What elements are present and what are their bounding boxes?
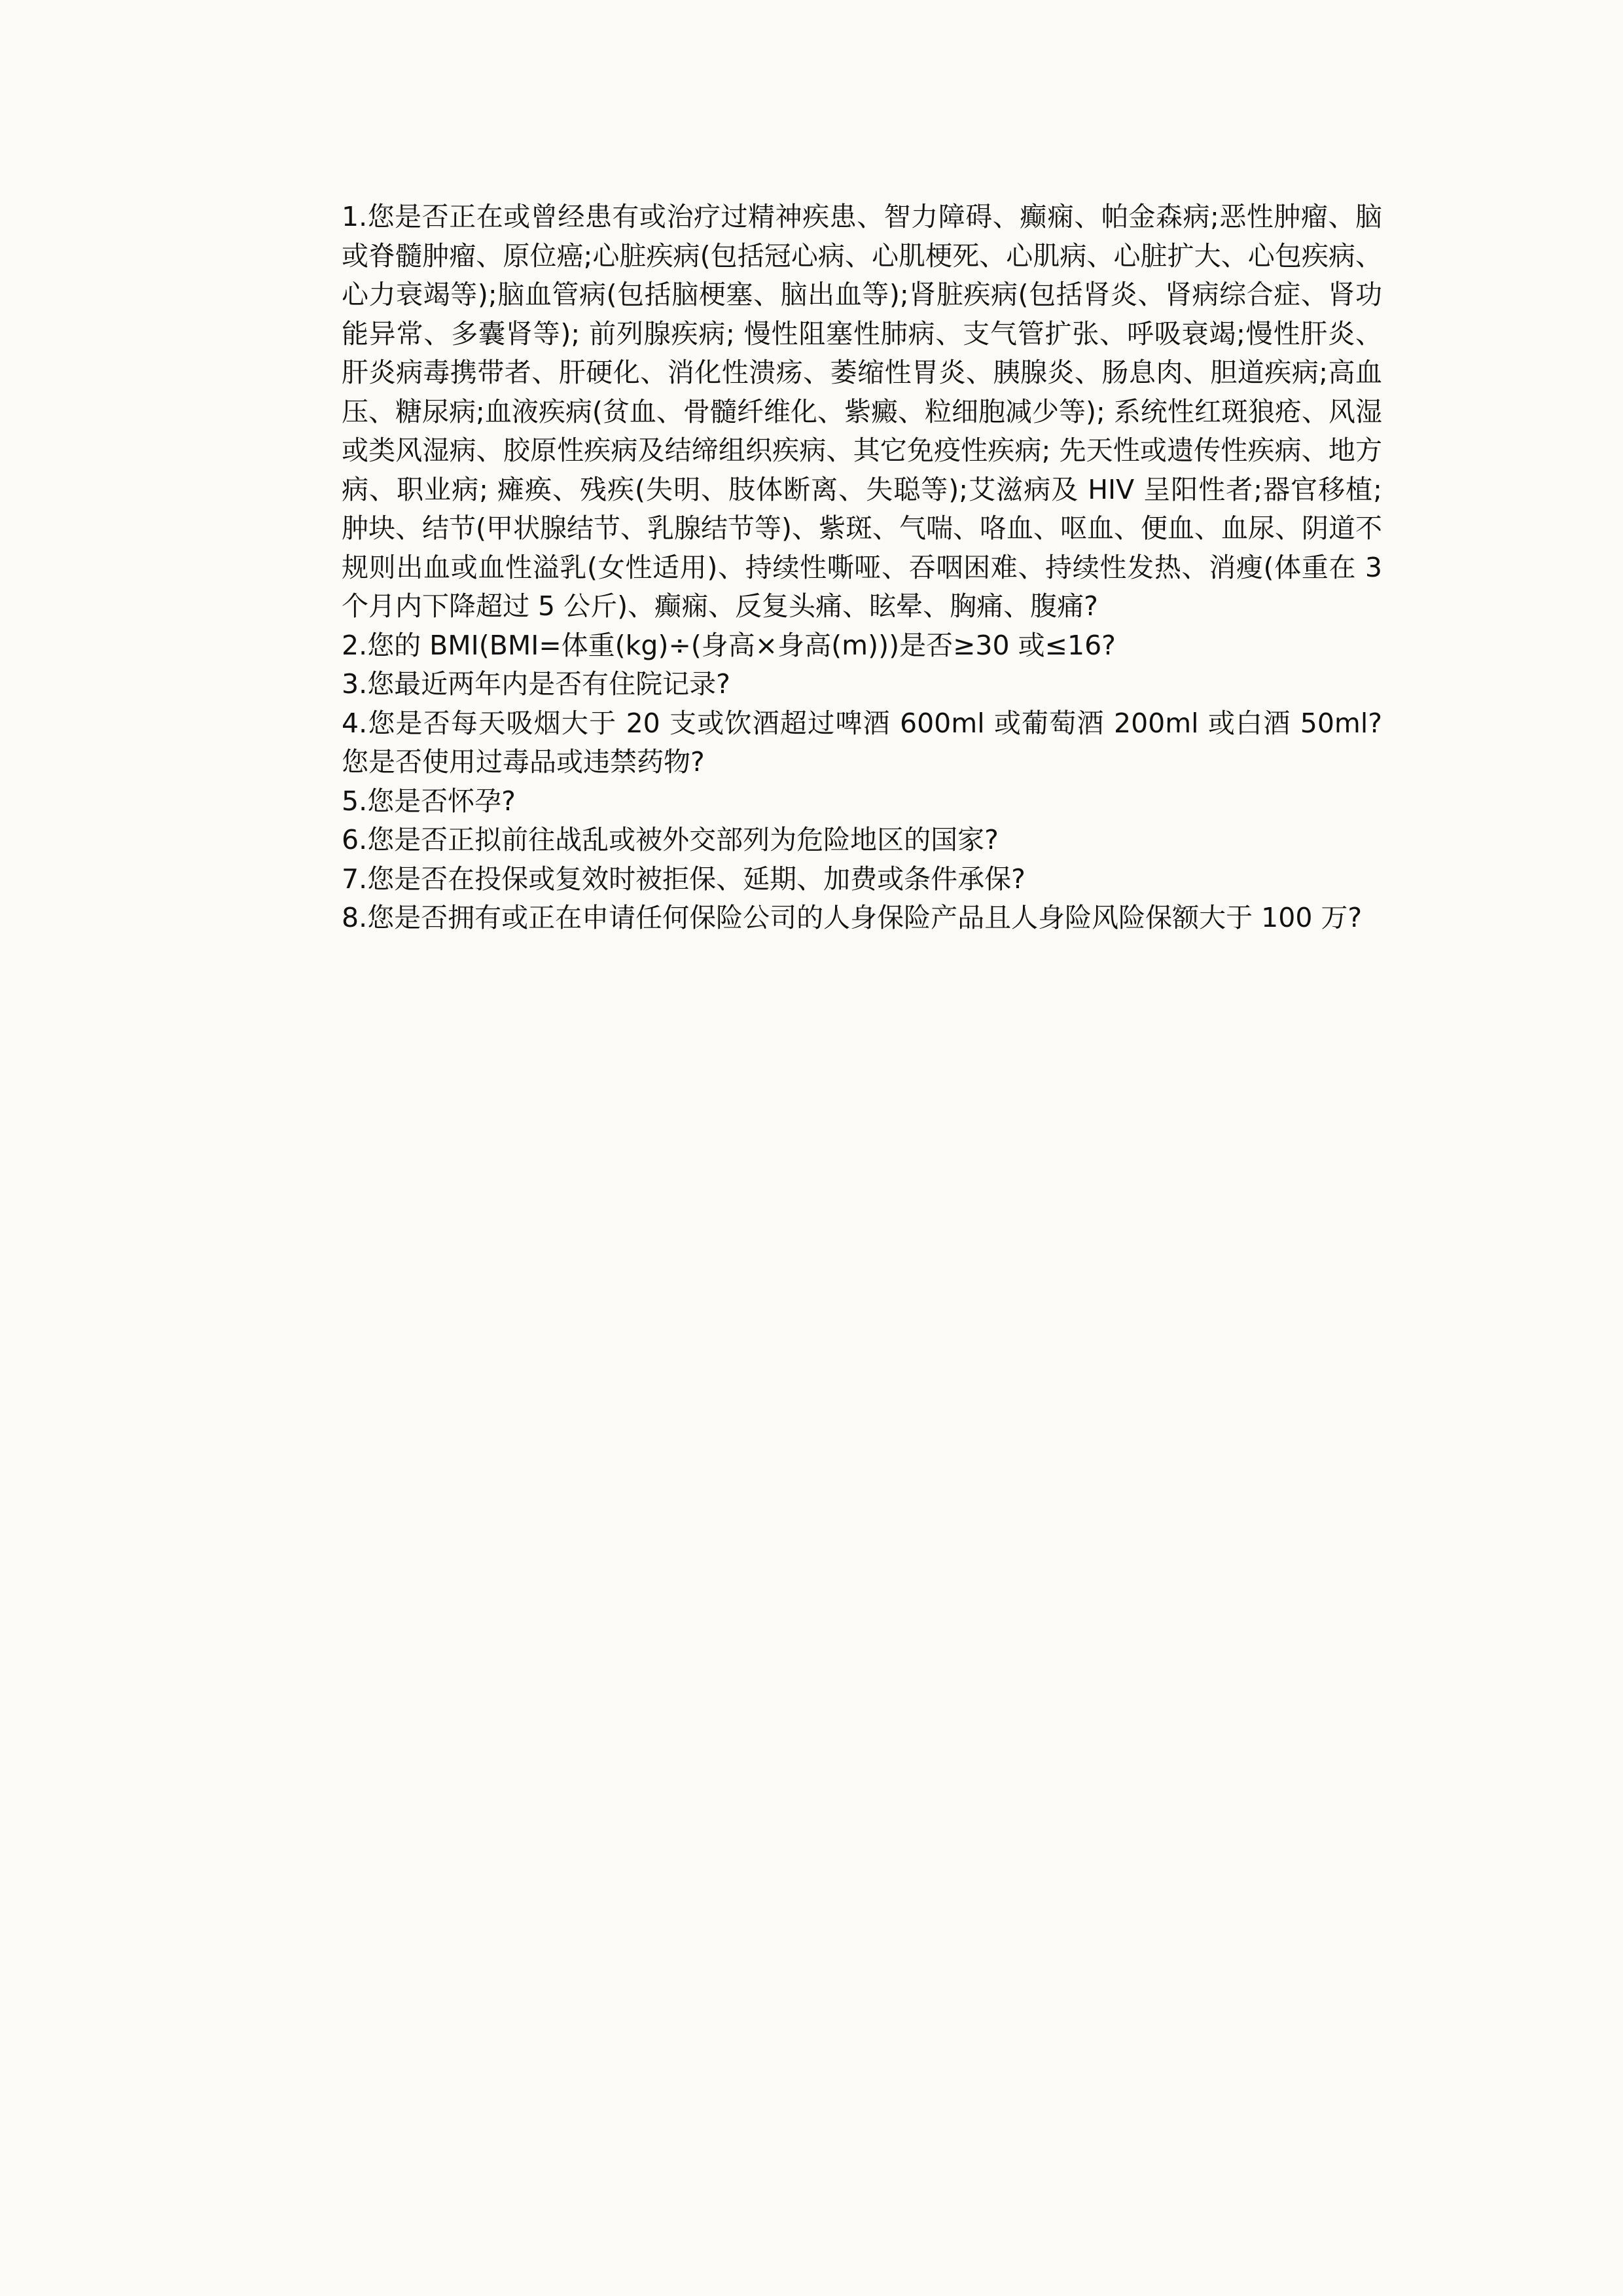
question-4: 4.您是否每天吸烟大于 20 支或饮酒超过啤酒 600ml 或葡萄酒 200ml 或白酒 50ml?您是否使用过毒品或违禁药物? [342,707,1382,778]
question-5: 5.您是否怀孕? [342,785,516,817]
question-6: 6.您是否正拟前往战乱或被外交部列为危险地区的国家? [342,824,999,855]
question-1: 1.您是否正在或曾经患有或治疗过精神疾患、智力障碍、癫痫、帕金森病;恶性肿瘤、脑或脊髓肿瘤、原位癌;心脏疾病(包括冠心病、心肌梗死、心肌病、心脏扩大、心包疾病、心力衰竭等);脑血管病(包括脑梗塞、脑出血等);肾脏疾病(包括肾炎、肾病综合症、肾功能异常、多囊肾等); 前列腺疾病; 慢性阻塞性肺病、支气管扩张、呼吸衰竭;慢性肝炎、肝炎病毒携带者、肝硬化、消化性溃疡、萎缩性胃炎、胰腺炎、肠息肉、胆道疾病;高血压、糖尿病;血液疾病(贫血、骨髓纤维化、紫癜、粒细胞减少等); 系统性红斑狼疮、风湿或类风湿病、胶原性疾病及结缔组织疾病、其它免疫性疾病; 先天性或遗传性疾病、地方病、职业病; 瘫痪、残疾(失明、肢体断离、失聪等);艾滋病及 HIV 呈阳性者;器官移植;肿块、结节(甲状腺结节、乳腺结节等)、紫斑、气喘、咯血、呕血、便血、血尿、阴道不规则出血或血性溢乳(女性适用)、持续性嘶哑、吞咽困难、持续性发热、消瘦(体重在 3 个月内下降超过 5 公斤)、癫痫、反复头痛、眩晕、胸痛、腹痛? [342,201,1382,622]
question-7: 7.您是否在投保或复效时被拒保、延期、加费或条件承保? [342,863,1026,895]
health-questionnaire [342,198,1382,938]
question-8: 8.您是否拥有或正在申请任何保险公司的人身保险产品且人身险风险保额大于 100 万? [342,902,1363,933]
question-2: 2.您的 BMI(BMI=体重(kg)÷(身高×身高(m)))是否≥30 或≤16? [342,629,1116,661]
question-3: 3.您最近两年内是否有住院记录? [342,668,730,700]
